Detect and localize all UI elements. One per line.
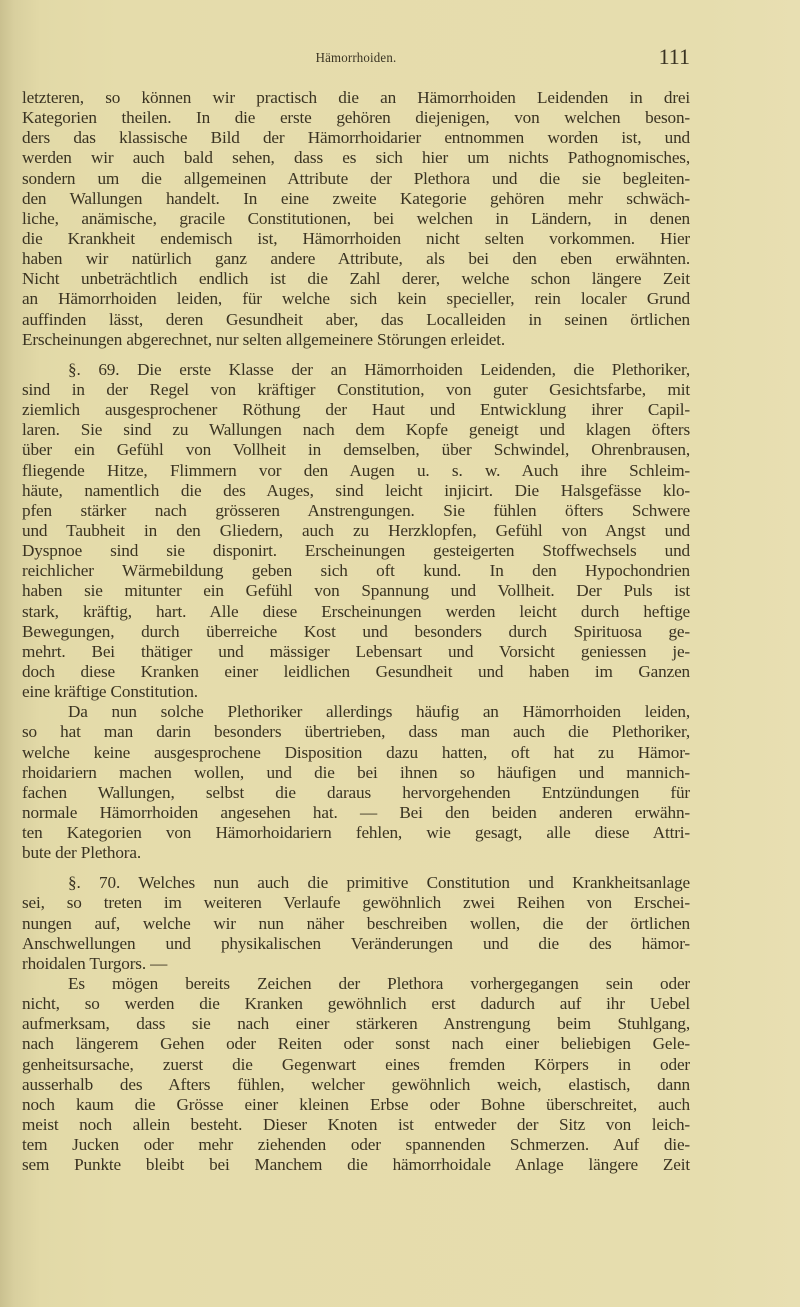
text-line: letzteren, so können wir practisch die an Hämorrhoiden Leidenden in drei xyxy=(22,88,690,107)
text-line: reichlicher Wärmebildung geben sich oft kund. In den Hypochondrien xyxy=(22,561,690,581)
text-line xyxy=(22,873,690,893)
text-line: rhoidariern machen wollen, und die bei ihnen so häufigen und mannich- xyxy=(22,762,690,782)
section-text: Die erste Klasse der an Hämorrhoiden Leidenden, die Plethoriker, xyxy=(137,359,690,379)
text-line: pfen stärker nach grösseren Anstrengungen. Sie fühlen öfters Schwere xyxy=(22,500,690,520)
page-body xyxy=(22,88,690,1175)
text-line: ziemlich ausgesprochener Röthung der Haut und Entwicklung ihrer Capil- xyxy=(22,400,690,420)
text-line: ausserhalb des Afters fühlen, welcher gewöhnlich weich, elastisch, dann xyxy=(22,1074,690,1094)
text-line: nach längerem Gehen oder Reiten oder sonst nach einer beliebigen Gele- xyxy=(22,1034,690,1054)
text-line: nicht, so werden die Kranken gewöhnlich erst dadurch auf ihr Uebel xyxy=(22,994,690,1014)
text-line: Dyspnoe sind sie disponirt. Erscheinungen gesteigerten Stoffwechsels und xyxy=(22,541,690,561)
section-number: §. 69. xyxy=(68,359,120,379)
text-line: die Krankheit endemisch ist, Hämorrhoiden nicht selten vorkommen. Hier xyxy=(22,228,690,248)
text-line: ten Kategorien von Hämorhoidariern fehlen, wie gesagt, alle diese Attri- xyxy=(22,823,690,843)
text-line: haben sie mitunter ein Gefühl von Spannung und Vollheit. Der Puls ist xyxy=(22,581,690,601)
paragraph xyxy=(22,702,690,863)
paragraph xyxy=(22,974,690,1175)
text-line: meist noch allein besteht. Dieser Knoten ist entweder der Sitz von leich- xyxy=(22,1115,690,1135)
text-line: sondern um die allgemeinen Attribute der Plethora und die sie begleiten- xyxy=(22,168,690,188)
section-number: §. 70. xyxy=(68,873,121,893)
text-line: so hat man darin besonders übertrieben, dass man auch die Plethoriker, xyxy=(22,722,690,742)
text-line: eine kräftige Constitution. xyxy=(22,682,198,702)
text-line xyxy=(22,360,690,380)
text-line: an Hämorrhoiden leiden, für welche sich kein specieller, rein localer Grund xyxy=(22,289,690,309)
text-line: doch diese Kranken einer leidlichen Gesundheit und haben im Ganzen xyxy=(22,661,690,681)
text-line: genheitsursache, zuerst die Gegenwart eines fremden Körpers in oder xyxy=(22,1054,690,1074)
text-line: fachen Wallungen, selbst die daraus hervorgehenden Entzündungen für xyxy=(22,782,690,802)
text-line: häute, namentlich die des Auges, sind leicht injicirt. Die Halsgefässe klo- xyxy=(22,480,690,500)
paragraph-gap xyxy=(22,350,690,360)
page-number: 111 xyxy=(658,44,690,69)
text-line: sind in der Regel von kräftiger Constitution, von guter Gesichtsfarbe, mit xyxy=(22,379,690,399)
running-title: Hämorrhoiden. xyxy=(315,51,397,66)
text-line: laren. Sie sind zu Wallungen nach dem Kopfe geneigt und klagen öfters xyxy=(22,420,690,440)
text-line: normale Hämorrhoiden angesehen hat. — Bei den beiden anderen erwähn- xyxy=(22,802,690,822)
text-line: sei, so treten im weiteren Verlaufe gewöhnlich zwei Reihen von Erschei- xyxy=(22,893,690,913)
text-line: Da nun solche Plethoriker allerdings häufig an Hämorrhoiden leiden, xyxy=(68,702,690,722)
page-header xyxy=(22,44,690,72)
section-text: Welches nun auch die primitive Constitution und Krankheitsanlage xyxy=(138,873,690,893)
text-line: mehrt. Bei thätiger und mässiger Lebensart und Vorsicht geniessen je- xyxy=(22,641,690,661)
text-line: welche keine ausgesprochene Disposition dazu hatten, oft hat zu Hämor- xyxy=(22,742,690,762)
text-line: sem Punkte bleibt bei Manchem die hämorrhoidale Anlage längere Zeit xyxy=(22,1155,690,1175)
text-line: aufmerksam, dass sie nach einer stärkeren Anstrengung beim Stuhlgang, xyxy=(22,1014,690,1034)
text-line: noch kaum die Grösse einer kleinen Erbse oder Bohne überschreitet, auch xyxy=(22,1094,690,1114)
text-line: werden wir auch bald sehen, dass es sich hier um nichts Pathognomisches, xyxy=(22,148,690,168)
text-line: fliegende Hitze, Flimmern vor den Augen u. s. w. Auch ihre Schleim- xyxy=(22,460,690,480)
text-line: Kategorien theilen. In die erste gehören diejenigen, von welchen beson- xyxy=(22,108,690,128)
section-69-paragraph xyxy=(22,360,690,702)
text-line: haben wir natürlich ganz andere Attribute, als bei den eben erwähnten. xyxy=(22,249,690,269)
text-line: den Wallungen handelt. In eine zweite Kategorie gehören mehr schwäch- xyxy=(22,188,690,208)
text-line: Bewegungen, durch überreiche Kost und besonders durch Spirituosa ge- xyxy=(22,621,690,641)
text-line: nungen auf, welche wir nun näher beschreiben wollen, die der örtlichen xyxy=(22,913,690,933)
text-line: ders das klassische Bild der Hämorrhoidarier entnommen worden ist, und xyxy=(22,128,690,148)
text-line: rhoidalen Turgors. — xyxy=(22,953,168,973)
text-line: tem Jucken oder mehr ziehenden oder spannenden Schmerzen. Auf die- xyxy=(22,1135,690,1155)
text-line: Anschwellungen und physikalischen Veränderungen und die des hämor- xyxy=(22,933,690,953)
paragraph-gap xyxy=(22,863,690,873)
paragraph xyxy=(22,88,690,350)
text-line: stark, kräftig, hart. Alle diese Erscheinungen werden leicht durch heftige xyxy=(22,601,690,621)
text-line: liche, anämische, gracile Constitutionen, bei welchen in Ländern, in denen xyxy=(22,208,690,228)
text-line: und Taubheit in den Gliedern, auch zu Herzklopfen, Gefühl von Angst und xyxy=(22,520,690,540)
text-line: auffinden lässt, deren Gesundheit aber, das Localleiden in seinen örtlichen xyxy=(22,309,690,329)
text-line: Es mögen bereits Zeichen der Plethora vorhergegangen sein oder xyxy=(68,974,690,994)
text-line: Erscheinungen abgerechnet, nur selten allgemeinere Störungen erleidet. xyxy=(22,329,505,349)
text-line: Nicht unbeträchtlich endlich ist die Zahl derer, welche schon längere Zeit xyxy=(22,269,690,289)
text-line: bute der Plethora. xyxy=(22,843,142,863)
section-70-paragraph xyxy=(22,873,690,974)
text-line: über ein Gefühl von Vollheit in demselben, über Schwindel, Ohrenbrausen, xyxy=(22,440,690,460)
